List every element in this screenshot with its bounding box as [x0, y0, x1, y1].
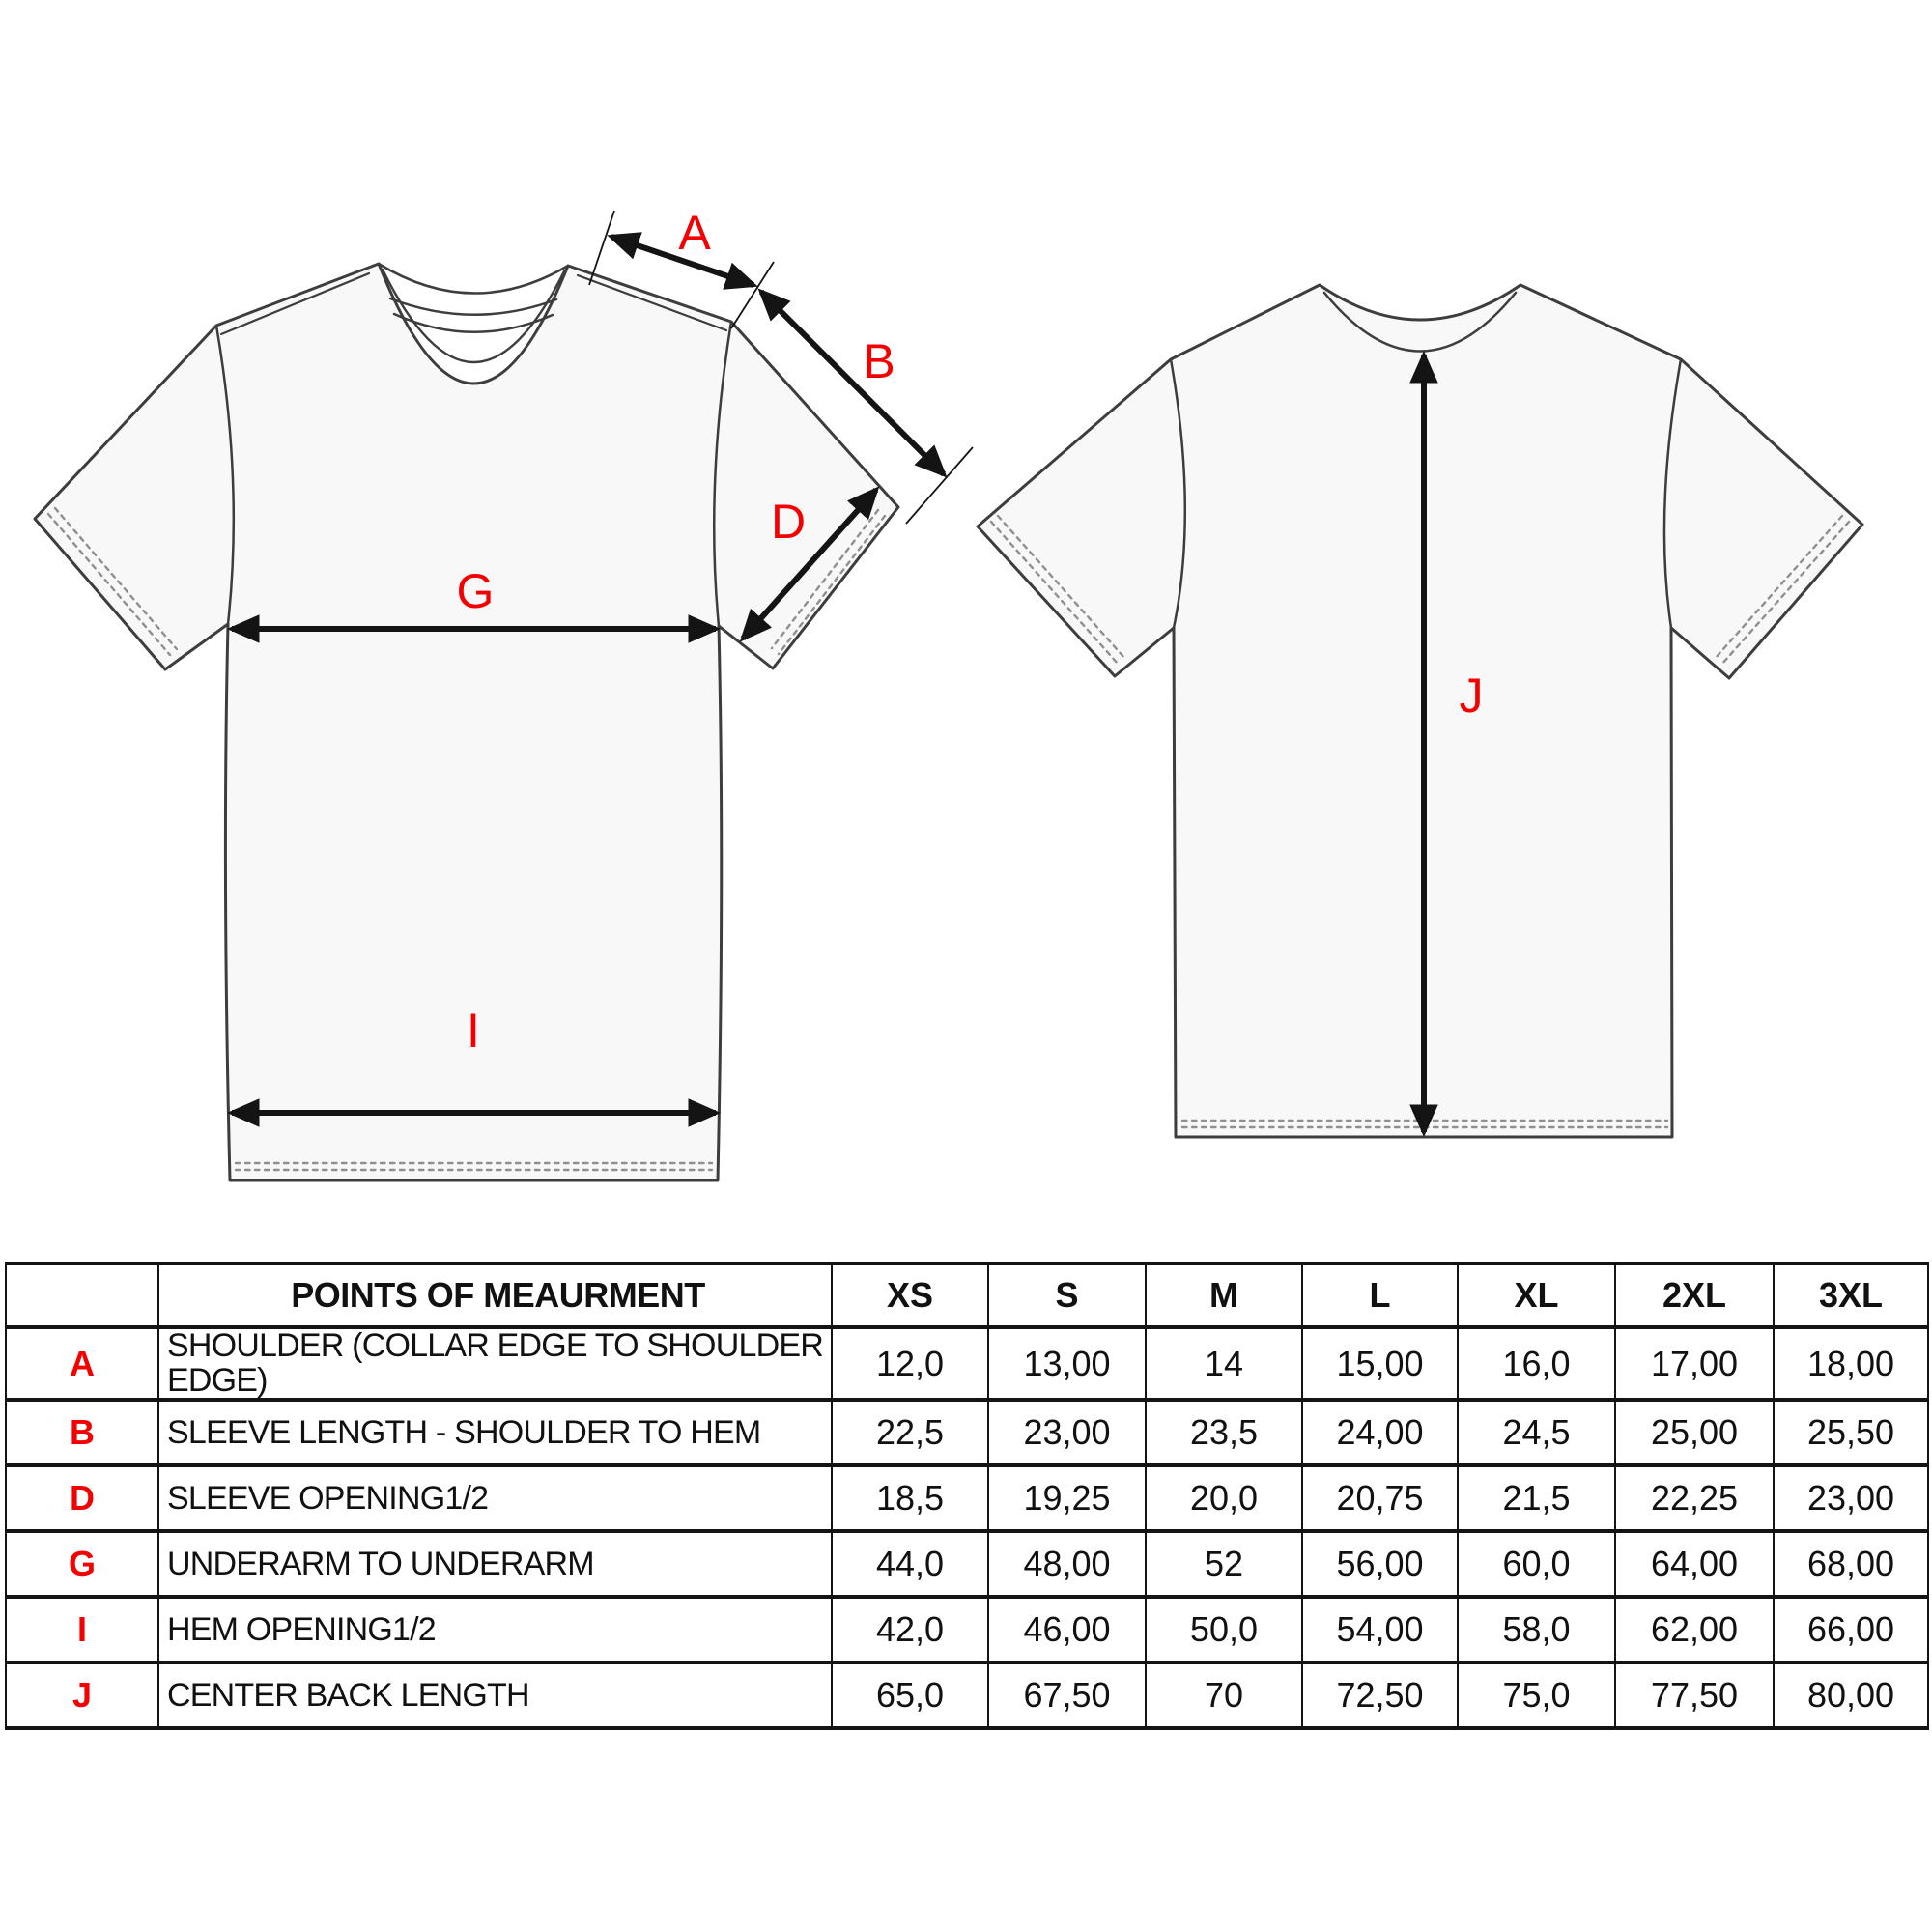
row-value-xl: 58,0: [1458, 1597, 1615, 1662]
row-value-xs: 22,5: [832, 1400, 988, 1465]
row-value-xl: 60,0: [1458, 1531, 1615, 1597]
row-value-xs: 18,5: [832, 1465, 988, 1531]
front-collar-ribbing-2: [390, 298, 556, 315]
measure-label-g: G: [456, 564, 495, 618]
row-value-s: 19,25: [988, 1465, 1146, 1531]
front-collar-ribbing-1: [379, 264, 568, 294]
row-value-s: 23,00: [988, 1400, 1146, 1465]
row-value-3xl: 68,00: [1774, 1531, 1928, 1597]
row-value-m: 23,5: [1146, 1400, 1302, 1465]
row-value-m: 70: [1146, 1662, 1302, 1728]
row-label: UNDERARM TO UNDERARM: [158, 1531, 832, 1597]
row-letter: I: [6, 1597, 158, 1662]
size-header-xl: XL: [1458, 1264, 1615, 1327]
size-header-3xl: 3XL: [1774, 1264, 1928, 1327]
row-value-xs: 44,0: [832, 1531, 988, 1597]
row-value-l: 72,50: [1302, 1662, 1458, 1728]
row-label: SHOULDER (COLLAR EDGE TO SHOULDER EDGE): [158, 1327, 832, 1400]
row-value-2xl: 62,00: [1615, 1597, 1774, 1662]
row-value-m: 50,0: [1146, 1597, 1302, 1662]
row-value-2xl: 64,00: [1615, 1531, 1774, 1597]
row-value-s: 67,50: [988, 1662, 1146, 1728]
row-value-3xl: 80,00: [1774, 1662, 1928, 1728]
measure-label-i: I: [467, 1004, 480, 1058]
table-row: [6, 1531, 1928, 1597]
row-value-xl: 24,5: [1458, 1400, 1615, 1465]
measure-label-d: D: [770, 495, 807, 549]
row-label: CENTER BACK LENGTH: [158, 1662, 832, 1728]
row-value-3xl: 66,00: [1774, 1597, 1928, 1662]
row-value-xl: 21,5: [1458, 1465, 1615, 1531]
row-value-2xl: 77,50: [1615, 1662, 1774, 1728]
size-header-l: L: [1302, 1264, 1458, 1327]
row-value-2xl: 17,00: [1615, 1327, 1774, 1400]
row-label: HEM OPENING1/2: [158, 1597, 832, 1662]
size-header-m: M: [1146, 1264, 1302, 1327]
extension-line-sleeve-end: [906, 447, 973, 524]
row-value-m: 20,0: [1146, 1465, 1302, 1531]
extension-line-collar-edge: [589, 211, 614, 285]
corner-cell: [6, 1264, 158, 1327]
back-shirt-outline: [978, 285, 1862, 1137]
row-value-xs: 12,0: [832, 1327, 988, 1400]
measure-label-b: B: [863, 334, 895, 388]
row-value-l: 56,00: [1302, 1531, 1458, 1597]
row-label: SLEEVE LENGTH - SHOULDER TO HEM: [158, 1400, 832, 1465]
table-row: [6, 1400, 1928, 1465]
row-value-xl: 75,0: [1458, 1662, 1615, 1728]
back-shirt-drawing: [978, 285, 1862, 1137]
table-row: [6, 1465, 1928, 1531]
row-letter: A: [6, 1327, 158, 1400]
row-value-l: 20,75: [1302, 1465, 1458, 1531]
row-value-3xl: 23,00: [1774, 1465, 1928, 1531]
row-value-3xl: 18,00: [1774, 1327, 1928, 1400]
row-value-l: 24,00: [1302, 1400, 1458, 1465]
row-value-2xl: 22,25: [1615, 1465, 1774, 1531]
row-letter: G: [6, 1531, 158, 1597]
row-label: SLEEVE OPENING1/2: [158, 1465, 832, 1531]
row-value-s: 13,00: [988, 1327, 1146, 1400]
table-header-row: [6, 1264, 1928, 1327]
size-measurement-table: [5, 1262, 1929, 1730]
row-value-xs: 42,0: [832, 1597, 988, 1662]
size-table-body: [6, 1327, 1928, 1728]
row-letter: B: [6, 1400, 158, 1465]
table-row: [6, 1597, 1928, 1662]
row-letter: J: [6, 1662, 158, 1728]
row-value-xs: 65,0: [832, 1662, 988, 1728]
row-value-l: 15,00: [1302, 1327, 1458, 1400]
row-letter: D: [6, 1465, 158, 1531]
row-value-2xl: 25,00: [1615, 1400, 1774, 1465]
size-header-xs: XS: [832, 1264, 988, 1327]
row-value-l: 54,00: [1302, 1597, 1458, 1662]
row-value-xl: 16,0: [1458, 1327, 1615, 1400]
row-value-3xl: 25,50: [1774, 1400, 1928, 1465]
measure-label-j: J: [1459, 668, 1484, 723]
row-value-s: 46,00: [988, 1597, 1146, 1662]
table-row: [6, 1327, 1928, 1400]
row-value-m: 52: [1146, 1531, 1302, 1597]
row-value-m: 14: [1146, 1327, 1302, 1400]
points-of-measurement-header: POINTS OF MEAURMENT: [158, 1264, 832, 1327]
row-value-s: 48,00: [988, 1531, 1146, 1597]
size-header-2xl: 2XL: [1615, 1264, 1774, 1327]
size-header-s: S: [988, 1264, 1146, 1327]
measure-label-a: A: [678, 206, 711, 260]
table-row: [6, 1662, 1928, 1728]
